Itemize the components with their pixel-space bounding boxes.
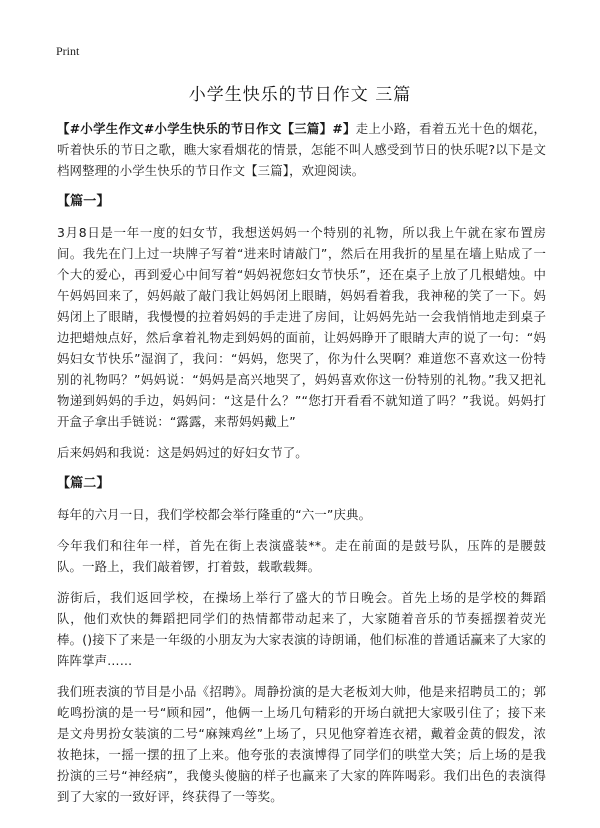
section-2-paragraph-3: 游街后，我们返回学校，在操场上举行了盛大的节日晚会。首先上场的是学校的舞蹈队，他们欢快的舞蹈把同学们的热情都带动起来了，大家随着音乐的节奏摇摆着荧光棒。()接下了来是一年级的小朋友为大家表演的诗朗诵，他们标准的普通话赢来了大家的阵阵掌声…… — [57, 590, 546, 668]
page-title: 小学生快乐的节日作文 三篇 — [188, 85, 412, 105]
section-1-paragraph-1: 3月8日是一年一度的妇女节，我想送妈妈一个特别的礼物，所以我上午就在家布置房间。我先在门上过一块牌子写着“进来时请敲门”，然后在用我折的星星在墙上贴成了一个大的爱心，再到爱心中间写着“妈妈祝您妇女节快乐”，还在桌子上放了几根蜡烛。中午妈妈回来了，妈妈敲了敲门我让妈妈闭上眼睛，妈妈看着我，我神秘的笑了一下。妈妈闭上了眼睛，我慢慢的拉着妈妈的手走进了房间，让妈妈先站一会我悄悄地走到桌子边把蜡烛点好，然后拿着礼物走到妈妈的面前，让妈妈睁开了眼睛大声的说了一句：“妈妈妇女节快乐”湿润了，我问：“妈妈，您哭了，你为什么哭啊？难道您不喜欢这一份特别的礼物吗？”妈妈说：“妈妈是高兴地哭了，妈妈喜欢你这一份特别的礼物。”我又把礼物递到妈妈的手边，妈妈问：“这是什么？”“您打开看看不就知道了吗？”我说。妈妈打开盒子拿出手链说：“露露，来帮妈妈戴上” — [57, 225, 547, 429]
section-1-paragraph-2: 后来妈妈和我说：这是妈妈过的好妇女节了。 — [57, 445, 308, 460]
intro-text: 走上小路，看着五光十色的烟花，听着快乐的节日之歌，瞧大家看烟花的情景，怎能不叫人感受到节日的快乐呢?以下是文档网整理的小学生快乐的节日作文【三篇】，欢迎阅读。 — [57, 121, 546, 178]
section-2-paragraph-1: 每年的六月一日，我们学校都会举行隆重的“六一”庆典。 — [57, 507, 372, 522]
intro-paragraph — [57, 118, 546, 181]
article-body — [57, 118, 546, 817]
section-heading-1: 【篇一】 — [57, 194, 110, 209]
print-link[interactable]: Print — [56, 44, 80, 58]
intro-tag-prefix: 【#小学生作文#小学生快乐的节日作文【三篇】#】 — [57, 121, 356, 136]
section-heading-2: 【篇二】 — [57, 476, 110, 491]
section-2-paragraph-4: 我们班表演的节目是小品《招聘》。周静扮演的是大老板刘大帅，他是来招聘员工的；郭屹鸣扮演的是一号“顾和园”，他俩一上场几句精彩的开场白就把大家吸引住了；接下来是文舟男扮女装演的二号“麻辣鸡丝”上场了，只见他穿着连衣裙，戴着金黄的假发，浓妆艳抹，一摇一摆的扭了上来。他夸张的表演博得了同学们的哄堂大笑；后上场的是我扮演的三号“神经病”，我傻头傻脑的样子也赢来了大家的阵阵喝彩。我们出色的表演得到了大家的一致好评，终获得了一等奖。 — [57, 684, 546, 804]
section-2-paragraph-2: 今年我们和往年一样，首先在街上表演盛装**。走在前面的是鼓号队，压阵的是腰鼓队。一路上，我们敲着锣，打着鼓，载歌载舞。 — [57, 538, 546, 574]
